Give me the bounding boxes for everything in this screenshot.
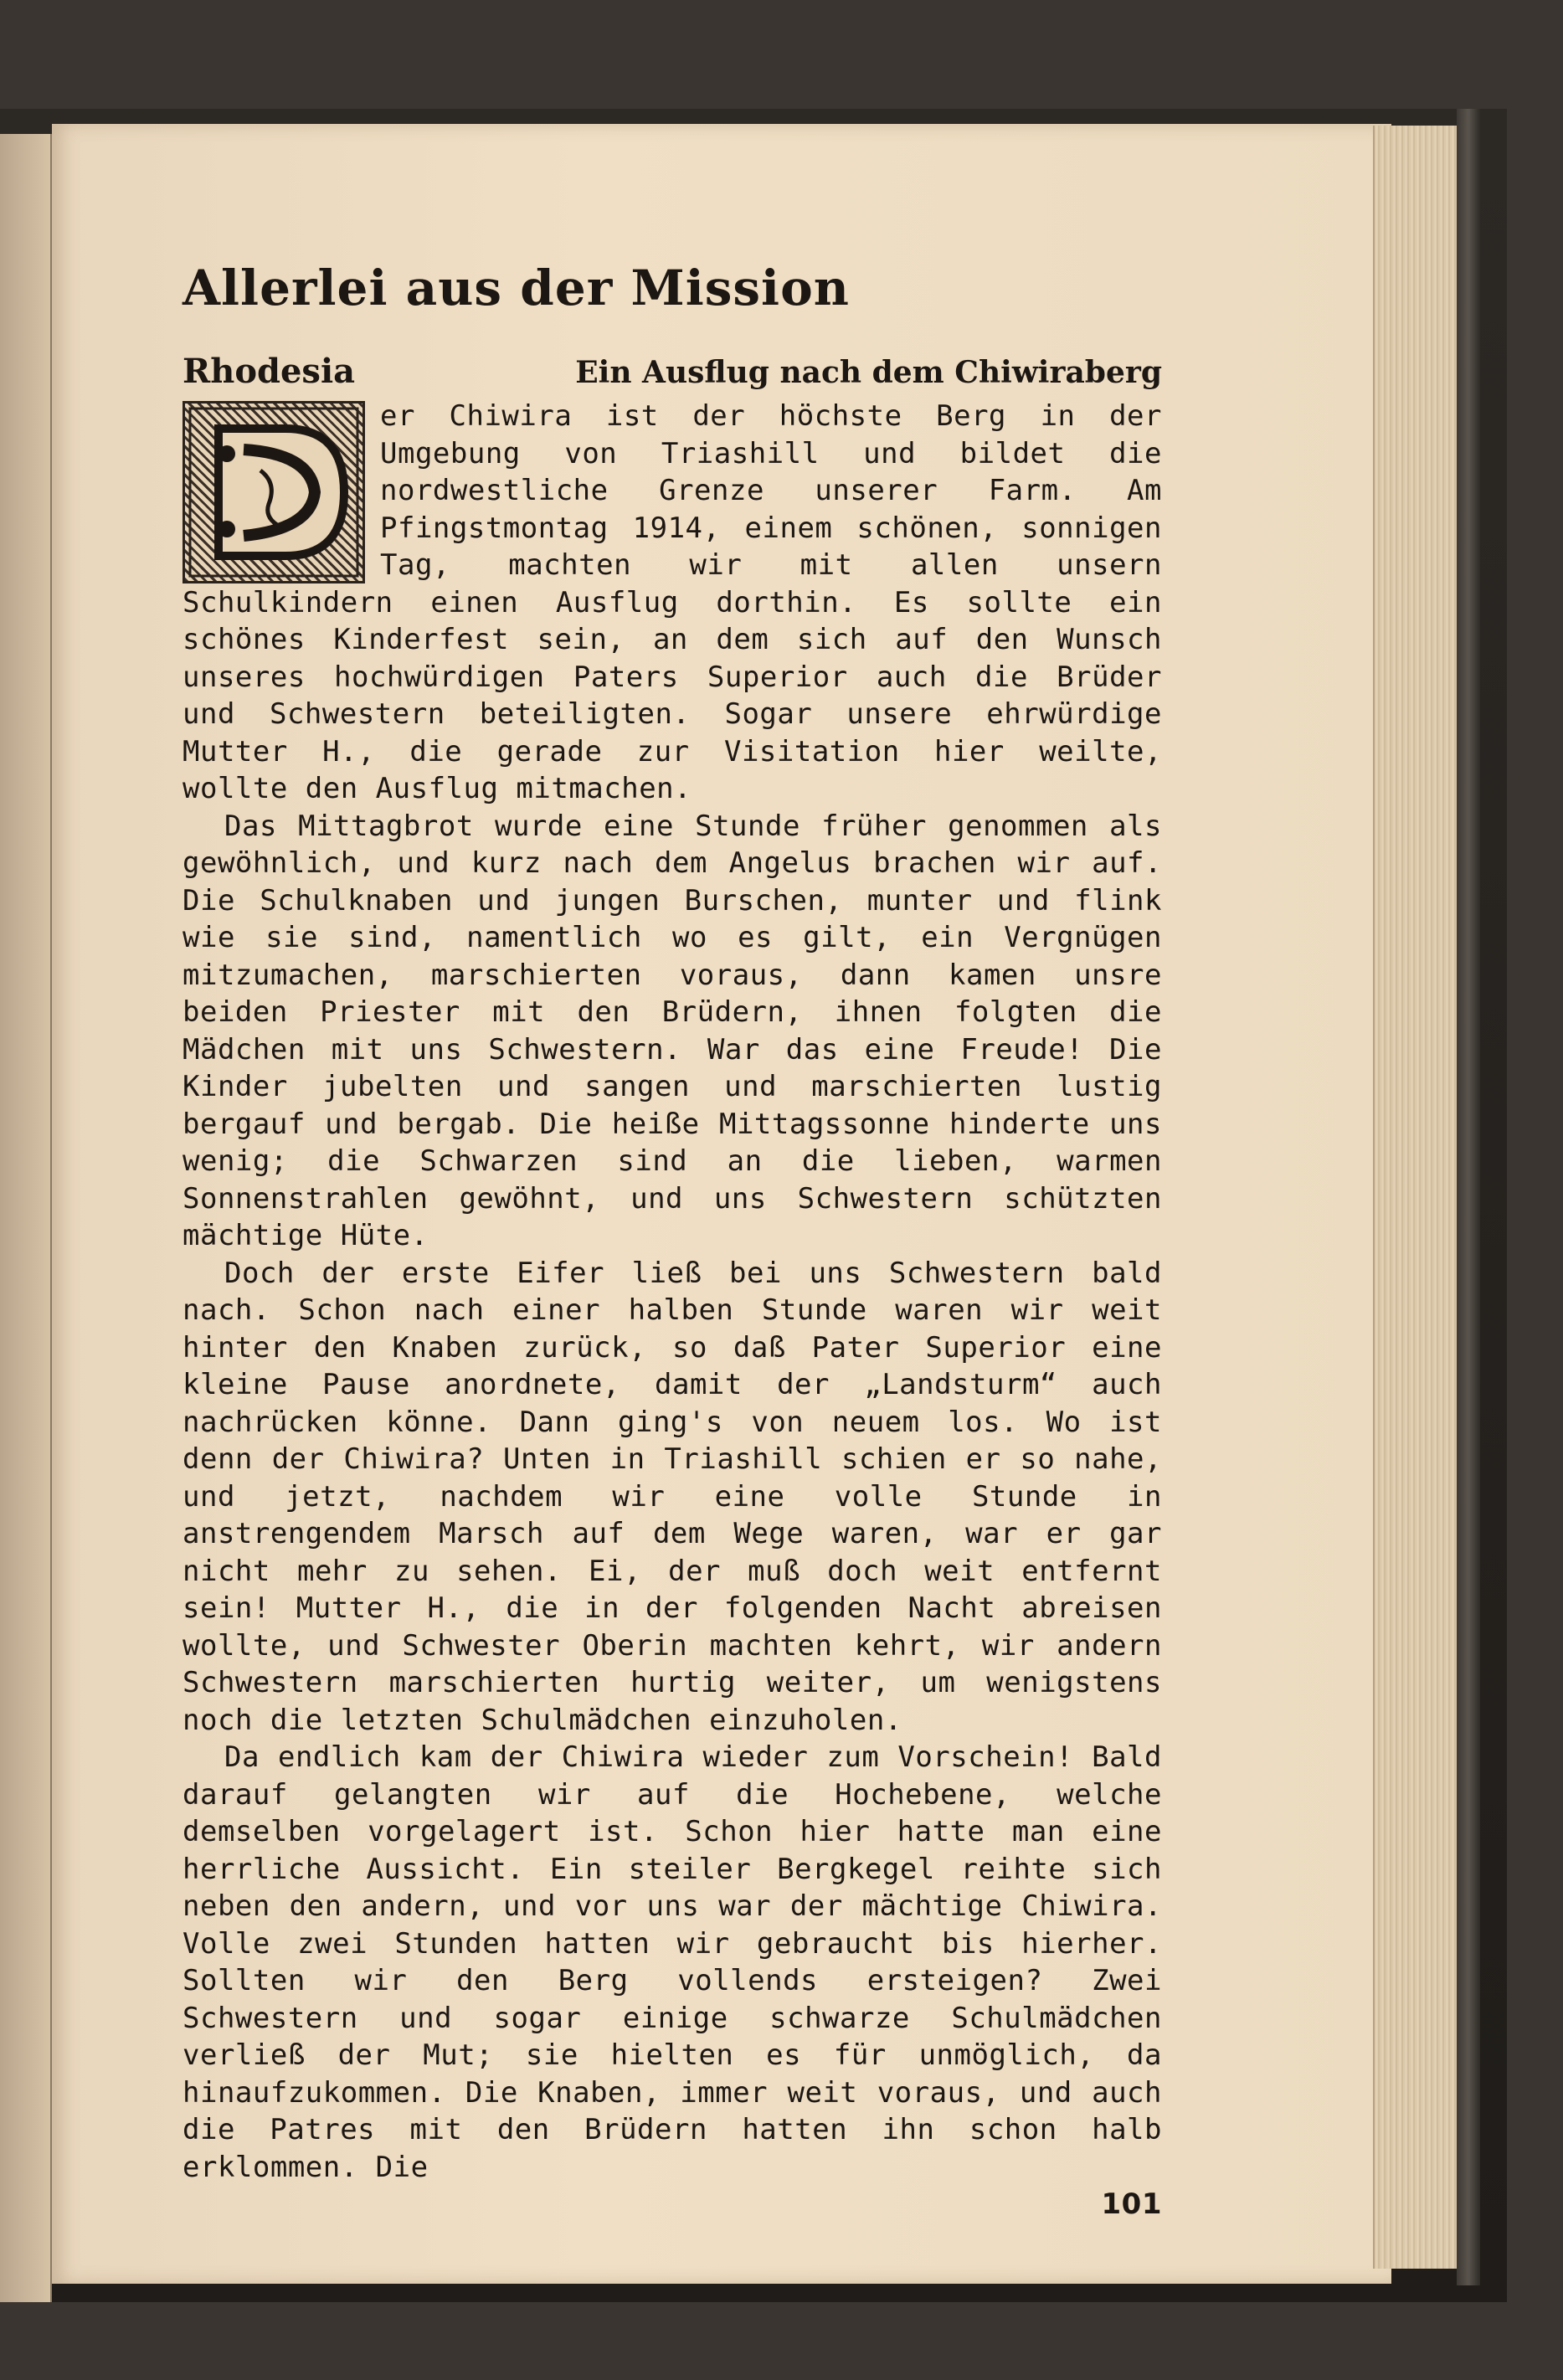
article-body [183, 398, 1162, 2228]
paragraph: Das Mittagbrot wurde eine Stunde früher genommen als gewöhnlich, und kurz nach dem Angelus brachen wir auf. Die Schulknaben und jungen Burschen, munter und flink wie sie sind, namentlich wo es gilt, ein Vergnügen mitzumachen, marschierten voraus, dann kamen unsre beiden Priester mit den Brüdern, ihnen folgten die Mädchen mit uns Schwestern. War das eine Freude! Die Kinder jubelten und sangen und marschierten lustig bergauf und bergab. Die heiße Mittagssonne hinderte uns wenig; die Schwarzen sind an die lieben, warmen Sonnenstrahlen gewöhnt, und uns Schwestern schützten mächtige Hüte. [183, 809, 1162, 1252]
paragraph: er Chiwira ist der höchste Berg in der Umgebung von Triashill und bildet die nordwestliche Grenze unserer Farm. Am Pfingstmontag 1914, einem schönen, sonnigen Tag, machten wir mit allen unsern Schulkindern einen Ausflug dorthin. Es sollte ein schönes Kinderfest sein, an dem sich auf den Wunsch unseres hochwürdigen Paters Superior auch die Brüder und Schwestern beteiligten. Sogar unsere ehrwürdige Mutter H., die gerade zur Visitation hier weilte, wollte den Ausflug mitmachen. [183, 399, 1162, 805]
cover-edge [1457, 109, 1480, 2285]
paragraph: Da endlich kam der Chiwira wieder zum Vorschein! Bald darauf gelangten wir auf die Hochebene, welche demselben vorgelagert ist. Schon hier hatte man eine herrliche Aussicht. Ein steiler Bergkegel reihte sich neben den andern, und vor uns war der mächtige Chiwira. Volle zwei Stunden hatten wir gebraucht bis hierher. Sollten wir den Berg vollends ersteigen? Zwei Schwestern und sogar einige schwarze Schulmädchen verließ der Mut; sie hielten es für unmöglich, da hinaufzukommen. Die Knaben, immer weit voraus, und auch die Patres mit den Brüdern hatten ihn schon halb erklommen. Die [183, 1740, 1162, 2184]
page-content [183, 260, 1162, 2228]
region-heading: Rhodesia [183, 352, 356, 391]
ornamental-dropcap [183, 401, 365, 583]
page-stack-edges [1373, 126, 1458, 2269]
article-title: Ein Ausflug nach dem Chiwiraberg [575, 355, 1162, 390]
page-number: 101 [1101, 2187, 1162, 2221]
left-page-edge [0, 134, 52, 2302]
subheading-row [183, 352, 1162, 391]
footer [183, 2186, 1162, 2228]
section-title: Allerlei aus der Mission [183, 260, 850, 316]
paragraph: Doch der erste Eifer ließ bei uns Schwestern bald nach. Schon nach einer halben Stunde waren wir weit hinter den Knaben zurück, so daß Pater Superior eine kleine Pause anordnete, damit der „Landsturm“ auch nachrücken könne. Dann ging's von neuem los. Wo ist denn der Chiwira? Unten in Triashill schien er so nahe, und jetzt, nachdem wir eine volle Stunde in anstrengendem Marsch auf dem Wege waren, war er gar nicht mehr zu sehen. Ei, der muß doch weit entfernt sein! Mutter H., die in der folgenden Nacht abreisen wollte, und Schwester Oberin machten kehrt, wir andern Schwestern marschierten hurtig weiter, um wenigstens noch die letzten Schulmädchen einzuholen. [183, 1256, 1162, 1737]
dropcap-ornament-icon [185, 404, 362, 581]
